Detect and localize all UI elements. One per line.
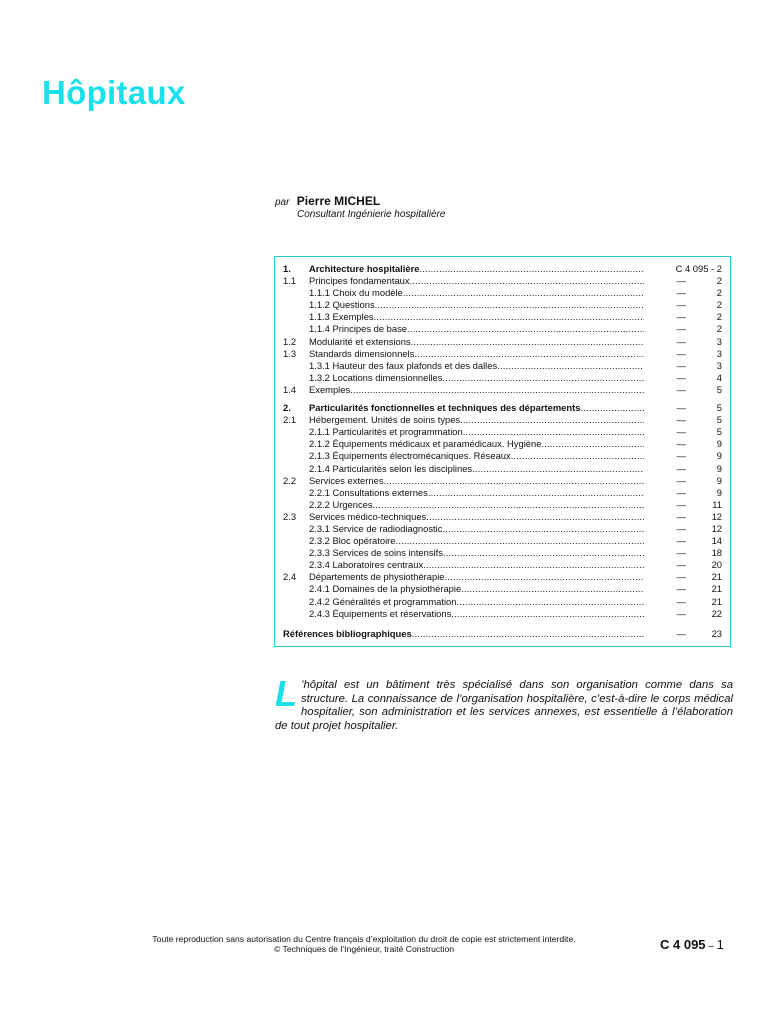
reference-code: C 4 095 bbox=[660, 937, 706, 952]
document-reference bbox=[660, 937, 724, 952]
toc-entry-dash: — bbox=[676, 371, 686, 383]
introduction-paragraph bbox=[275, 673, 733, 733]
toc-entry-title: 2.3.4 Laboratoires centraux bbox=[309, 559, 424, 571]
toc-entry-title: 2.4.2 Généralités et programmation bbox=[309, 595, 457, 607]
toc-leader-dots bbox=[497, 360, 644, 372]
toc-entry-dash: — bbox=[676, 547, 686, 559]
toc-entry-title: Services externes bbox=[309, 474, 384, 486]
toc-entry-number: 1.2 bbox=[283, 335, 297, 347]
toc-entry-dash: — bbox=[676, 287, 686, 299]
toc-entry-title: Architecture hospitalière bbox=[309, 263, 420, 274]
table-of-contents bbox=[274, 256, 731, 647]
toc-entry-page: 2 bbox=[716, 275, 722, 287]
footer-notice bbox=[100, 934, 628, 954]
toc-entry[interactable] bbox=[283, 438, 722, 450]
toc-entry[interactable] bbox=[283, 372, 722, 384]
toc-entry-title: 2.3.1 Service de radiodiagnostic bbox=[309, 522, 443, 534]
toc-entry-dash: — bbox=[676, 498, 686, 510]
toc-entry-title: 1.1.1 Choix du modèle bbox=[309, 287, 403, 299]
toc-entry-title: Départements de physiothérapie bbox=[309, 571, 445, 583]
toc-entry-number: 1.1 bbox=[283, 275, 297, 287]
toc-leader-dots bbox=[426, 511, 644, 523]
toc-entry-dash: — bbox=[676, 359, 686, 371]
toc-entry-page: 3 bbox=[716, 347, 722, 359]
toc-entry-page: 5 bbox=[716, 426, 722, 438]
toc-entry-number: 1. bbox=[283, 263, 291, 274]
toc-entry-page: 12 bbox=[711, 522, 722, 534]
toc-entry-dash: — bbox=[676, 535, 686, 547]
toc-entry-title: 2.3.3 Services de soins intensifs bbox=[309, 547, 443, 559]
footer-copyright-line: Toute reproduction sans autorisation du Centre français d’exploitation du droit de copie est strictement interdite. bbox=[152, 934, 576, 944]
toc-entry-title: 2.4.1 Domaines de la physiothérapie bbox=[309, 583, 462, 595]
toc-entry-number: 2. bbox=[283, 402, 291, 414]
toc-entry-number: 1.4 bbox=[283, 383, 297, 395]
toc-leader-dots bbox=[374, 311, 644, 323]
reference-separator: – bbox=[705, 941, 717, 952]
toc-leader-dots bbox=[384, 475, 644, 487]
toc-entry-dash: — bbox=[676, 595, 686, 607]
toc-entry-dash: — bbox=[676, 335, 686, 347]
toc-entry-dash: — bbox=[676, 510, 686, 522]
toc-entry-page: 9 bbox=[716, 462, 722, 474]
page-title: Hôpitaux bbox=[42, 74, 186, 111]
toc-entry-number: 2.1 bbox=[283, 414, 297, 426]
toc-entry[interactable] bbox=[283, 559, 722, 571]
toc-entry[interactable] bbox=[283, 402, 722, 414]
toc-entry-page: 9 bbox=[716, 450, 722, 462]
toc-entry-page: 12 bbox=[711, 510, 722, 522]
toc-entry-page: 9 bbox=[716, 438, 722, 450]
toc-entry-page: 20 bbox=[711, 559, 722, 571]
toc-leader-dots bbox=[511, 450, 644, 462]
toc-entry-page: 5 bbox=[716, 414, 722, 426]
toc-leader-dots bbox=[443, 547, 644, 559]
toc-entry[interactable] bbox=[283, 426, 722, 438]
toc-entry[interactable] bbox=[283, 311, 722, 323]
toc-entry-title: Services médico-techniques bbox=[309, 510, 427, 522]
toc-leader-dots bbox=[460, 414, 644, 426]
toc-entry-page: 5 bbox=[716, 383, 722, 395]
toc-leader-dots bbox=[350, 384, 644, 396]
toc-entry-dash: — bbox=[676, 571, 686, 583]
toc-entry-page: 9 bbox=[716, 474, 722, 486]
toc-entry[interactable] bbox=[283, 414, 722, 426]
toc-entry-title: Exemples bbox=[309, 383, 351, 395]
author-prefix: par bbox=[275, 197, 290, 208]
toc-entry-title: 1.1.3 Exemples bbox=[309, 311, 374, 323]
toc-entry-page: 2 bbox=[716, 323, 722, 335]
toc-entry[interactable] bbox=[283, 583, 722, 595]
toc-entry-title: 1.3.1 Hauteur des faux plafonds et des dalles bbox=[309, 359, 498, 371]
author-affiliation: Consultant Ingénierie hospitalière bbox=[297, 209, 446, 220]
toc-leader-dots bbox=[412, 628, 644, 640]
toc-entry-page: 9 bbox=[716, 486, 722, 498]
toc-entry-title: Standards dimensionnels bbox=[309, 347, 415, 359]
toc-leader-dots bbox=[375, 299, 644, 311]
toc-leader-dots bbox=[373, 499, 644, 511]
toc-entry[interactable] bbox=[283, 475, 722, 487]
toc-entry-title: Modularité et extensions bbox=[309, 335, 411, 347]
toc-entry-title: 2.1.3 Équipements électromécaniques. Réseaux bbox=[309, 450, 511, 462]
toc-leader-dots bbox=[410, 275, 644, 287]
toc-entry[interactable] bbox=[283, 263, 722, 275]
toc-leader-dots bbox=[456, 596, 644, 608]
toc-leader-dots bbox=[407, 323, 644, 335]
toc-entry-title: 1.1.4 Principes de base bbox=[309, 323, 407, 335]
toc-entry[interactable] bbox=[283, 547, 722, 559]
toc-entry[interactable] bbox=[283, 608, 722, 620]
toc-entry-dash: — bbox=[676, 438, 686, 450]
toc-entry[interactable] bbox=[283, 499, 722, 511]
toc-entry-page: 21 bbox=[711, 583, 722, 595]
toc-leader-dots bbox=[428, 487, 644, 499]
toc-leader-dots bbox=[419, 263, 644, 275]
toc-leader-dots bbox=[451, 608, 644, 620]
toc-entry-title: Particularités fonctionnelles et techniques des départements bbox=[309, 402, 581, 414]
toc-entry[interactable] bbox=[283, 450, 722, 462]
toc-leader-dots bbox=[541, 438, 644, 450]
reference-page: 1 bbox=[716, 937, 724, 952]
toc-leader-dots bbox=[411, 336, 644, 348]
toc-entry-number: 2.2 bbox=[283, 474, 297, 486]
toc-entry-number: 2.3 bbox=[283, 510, 297, 522]
toc-entry-dash: — bbox=[676, 462, 686, 474]
toc-entry-dash: — bbox=[676, 414, 686, 426]
toc-entry-page: 23 bbox=[711, 627, 722, 639]
toc-entry-title: 2.4.3 Équipements et réservations bbox=[309, 607, 452, 619]
toc-entry-dash: — bbox=[676, 383, 686, 395]
toc-entry[interactable] bbox=[283, 323, 722, 335]
toc-leader-dots bbox=[445, 571, 645, 583]
toc-entry-page: 18 bbox=[711, 547, 722, 559]
toc-leader-dots bbox=[442, 372, 644, 384]
toc-leader-dots bbox=[580, 402, 644, 414]
toc-entry-title: 2.3.2 Bloc opératoire bbox=[309, 535, 396, 547]
toc-entry-dash: — bbox=[676, 559, 686, 571]
toc-entry-page: 2 bbox=[716, 299, 722, 311]
toc-entry-title: Références bibliographiques bbox=[283, 627, 412, 639]
toc-entry-page: 21 bbox=[711, 595, 722, 607]
toc-entry-dash: — bbox=[676, 607, 686, 619]
toc-leader-dots bbox=[472, 463, 644, 475]
introduction-text: ’hôpital est un bâtiment très spécialisé dans son organisation comme dans sa structure. La connaissance de l’organisation hospitalière, c’est-à-dire le corps médical hospitalier, son administration et les services annexes, est essentielle à l’élaboration de tout projet hospitalier. bbox=[275, 679, 733, 732]
toc-entry-page: 4 bbox=[716, 371, 722, 383]
toc-entry-dash: — bbox=[676, 426, 686, 438]
footer-publisher-line: © Techniques de l’Ingénieur, traité Construction bbox=[273, 944, 455, 954]
toc-entry[interactable] bbox=[283, 299, 722, 311]
toc-entry-dash: — bbox=[676, 323, 686, 335]
toc-entry-title: 2.2.1 Consultations externes bbox=[309, 486, 428, 498]
toc-entry-title: 2.1.1 Particularités et programmation bbox=[309, 426, 463, 438]
drop-cap: L bbox=[275, 673, 297, 714]
toc-entry[interactable] bbox=[283, 463, 722, 475]
toc-leader-dots bbox=[403, 287, 644, 299]
toc-leader-dots bbox=[414, 348, 644, 360]
toc-entry-dash: — bbox=[676, 299, 686, 311]
toc-entry-dash: — bbox=[676, 627, 686, 639]
toc-entry-number: 2.4 bbox=[283, 571, 297, 583]
toc-entry-page: C 4 095 - 2 bbox=[675, 263, 722, 274]
toc-entry[interactable] bbox=[283, 360, 722, 372]
toc-entry[interactable] bbox=[283, 336, 722, 348]
toc-entry[interactable] bbox=[283, 511, 722, 523]
author-name: Pierre MICHEL bbox=[296, 194, 381, 208]
toc-entry-page: 11 bbox=[712, 498, 722, 510]
toc-entry-title: Hébergement. Unités de soins types bbox=[309, 414, 461, 426]
toc-entry[interactable] bbox=[283, 487, 722, 499]
toc-leader-dots bbox=[442, 523, 644, 535]
toc-entry-title: 1.3.2 Locations dimensionnelles bbox=[309, 371, 443, 383]
toc-entry[interactable] bbox=[283, 628, 722, 640]
toc-entry-page: 2 bbox=[716, 287, 722, 299]
toc-entry-title: 1.1.2 Questions bbox=[309, 299, 375, 311]
toc-entry-page: 5 bbox=[716, 402, 722, 414]
toc-entry-dash: — bbox=[676, 474, 686, 486]
toc-entry[interactable] bbox=[283, 596, 722, 608]
toc-leader-dots bbox=[423, 559, 644, 571]
toc-entry-page: 21 bbox=[711, 571, 722, 583]
author-byline bbox=[275, 194, 380, 208]
toc-entry[interactable] bbox=[283, 348, 722, 360]
toc-entry-title: 2.1.4 Particularités selon les disciplines bbox=[309, 462, 473, 474]
toc-leader-dots bbox=[463, 426, 644, 438]
toc-entry[interactable] bbox=[283, 275, 722, 287]
toc-entry[interactable] bbox=[283, 287, 722, 299]
toc-entry[interactable] bbox=[283, 384, 722, 396]
toc-entry-dash: — bbox=[676, 275, 686, 287]
toc-entry-dash: — bbox=[676, 522, 686, 534]
toc-leader-dots bbox=[461, 583, 644, 595]
toc-entry-dash: — bbox=[676, 486, 686, 498]
toc-entry-dash: — bbox=[676, 311, 686, 323]
toc-entry-page: 2 bbox=[716, 311, 722, 323]
toc-leader-dots bbox=[396, 535, 644, 547]
toc-entry-dash: — bbox=[676, 583, 686, 595]
toc-entry-dash: — bbox=[676, 347, 686, 359]
toc-entry-dash: — bbox=[676, 450, 686, 462]
toc-entry-title: 2.1.2 Équipements médicaux et paramédicaux. Hygiène bbox=[309, 438, 542, 450]
toc-entry[interactable] bbox=[283, 535, 722, 547]
toc-entry-title: 2.2.2 Urgences bbox=[309, 498, 373, 510]
toc-entry-number: 1.3 bbox=[283, 347, 297, 359]
toc-entry-page: 3 bbox=[716, 335, 722, 347]
toc-entry[interactable] bbox=[283, 523, 722, 535]
toc-entry-page: 14 bbox=[711, 535, 722, 547]
toc-entry-page: 3 bbox=[716, 359, 722, 371]
toc-entry-page: 22 bbox=[711, 607, 722, 619]
toc-entry[interactable] bbox=[283, 571, 722, 583]
toc-entry-title: Principes fondamentaux bbox=[309, 275, 410, 287]
toc-entry-dash: — bbox=[676, 402, 686, 414]
